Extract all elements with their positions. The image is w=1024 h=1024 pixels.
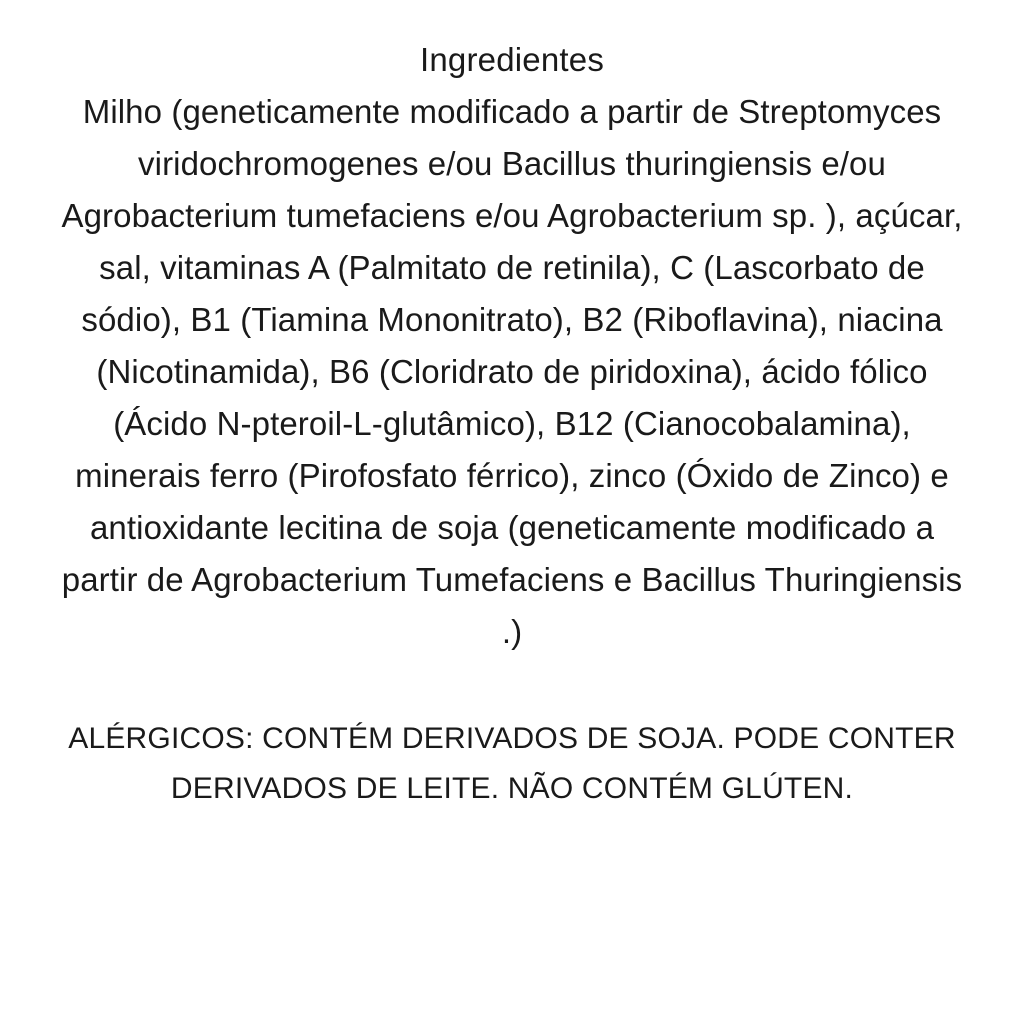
page-title: Ingredientes — [419, 41, 605, 78]
paragraph-spacer — [58, 658, 966, 714]
allergens-paragraph: ALÉRGICOS: CONTÉM DERIVADOS DE SOJA. PODE CONTER DERIVADOS DE LEITE. NÃO CONTÉM GLÚTEN. — [68, 722, 956, 805]
ingredients-paragraph: Milho (geneticamente modificado a partir de Streptomyces viridochromogenes e/ou Bacillus thuringiensis e/ou Agrobacterium tumefaciens e/ou Agrobacterium sp. ), açúcar, sal, vitaminas A (Palmitato de retinila), C (Lascorbato de sódio), B1 (Tiamina Mononitrato), B2 (Riboflavina), niacina (Nicotinamida), B6 (Cloridrato de piridoxina), ácido fólico (Ácido N-pteroil-L-glutâmico), B12 (Cianocobalamina), minerais ferro (Pirofosfato férrico), zinco (Óxido de Zinco) e antioxidante lecitina de soja (geneticamente modificado a partir de Agrobacterium Tumefaciens e Bacillus Thuringiensis .) — [61, 93, 963, 650]
